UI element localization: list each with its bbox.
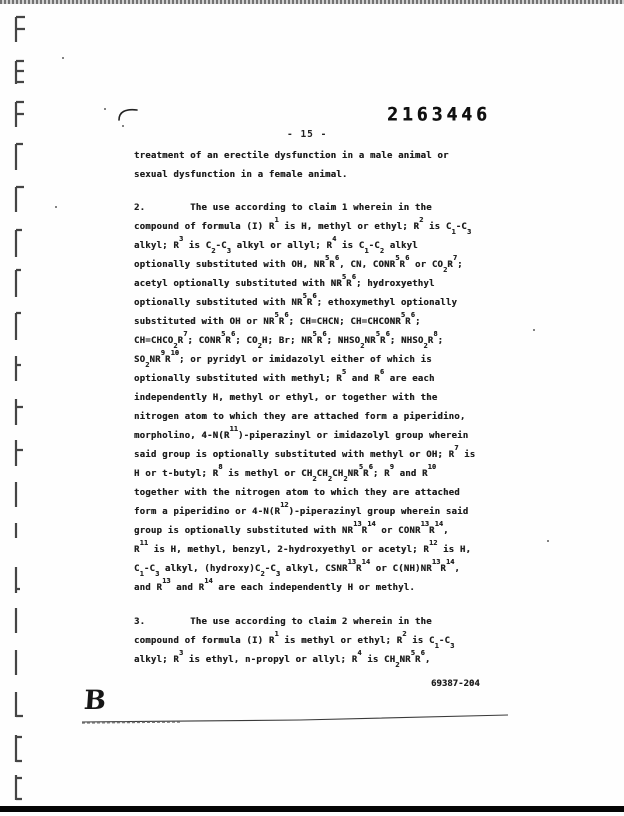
scan-speck [547,540,549,542]
superscript: 5 [375,329,380,338]
subscript: 1 [139,570,144,579]
binding-mark-artifact [14,774,30,804]
superscript: 6 [351,272,356,281]
text-line: $CH=CHCO_2R^7$; $CONR^5R^6$; $CO_2H$; Br; $NR^5R^6$; $NHSO_2NR^5R^6$; $NHSO_2R^8$; [134,329,444,351]
text-line: alkyl; $R^3$ is ethyl, n-propyl or allyl; $R^4$ is $CH_2NR^5R^6$, [134,648,431,670]
superscript: 11 [139,538,149,547]
binding-mark-artifact [14,734,30,766]
binding-mark-artifact [14,566,30,597]
superscript: 10 [427,462,437,471]
scan-bottom-edge-artifact [0,806,624,812]
superscript: 14 [367,519,376,528]
subscript: 3 [226,247,231,256]
subscript: 3 [466,228,472,237]
binding-mark-artifact [14,522,30,542]
superscript: 1 [274,215,279,224]
superscript: 6 [334,253,340,262]
superscript: 6 [385,329,390,338]
binding-mark-artifact [14,269,30,301]
text-line: optionally substituted with methyl; $R^5$ and $R^6$ are each [134,367,435,384]
paragraph [134,613,454,670]
scan-speck [62,57,64,59]
superscript: 6 [284,310,289,319]
text-line: 3. The use according to claim 2 wherein in the [134,617,432,627]
scan-speck [104,108,106,110]
superscript: 14 [434,519,444,528]
superscript: 11 [229,424,238,433]
superscript: 6 [230,329,236,338]
text-line: form a piperidino or $4-N(R^{12})$-piperazinyl group wherein said [134,500,469,517]
superscript: 3 [178,648,184,657]
text-line: independently H, methyl or ethyl, or together with the [134,393,438,403]
scan-speck [533,329,535,331]
text-line: 2. The use according to claim 1 wherein in the [134,203,432,213]
text-line: $C_1-C_3$ alkyl, $(hydroxy)C_2-C_3$ alkyl, $CSNR^{13}R^{14}$ or $C(NH)NR^{13}R^{14}$, [134,557,460,579]
subscript: 2 [379,247,385,256]
subscript: 2 [395,661,400,670]
subscript: 2 [443,266,448,275]
binding-mark-artifact [14,439,30,470]
text-line: $SO_2NR^9R^{10}$; or pyridyl or imidazolyl either of which is [134,348,432,370]
superscript: 5 [302,291,307,300]
text-line: and $R^{13}$ and $R^{14}$ are each independently H or methyl. [134,576,415,593]
binding-mark-artifact [14,649,30,679]
binding-mark-artifact [14,16,30,46]
text-line: compound of formula (I) $R^1$ is H, methyl or ethyl; $R^2$ is $C_1-C_3$ [134,215,472,237]
subscript: 2 [327,475,333,484]
scan-speck [55,206,57,208]
superscript: 6 [368,462,373,471]
superscript: 13 [420,519,430,528]
superscript: 1 [274,629,279,638]
superscript: 12 [429,538,438,547]
superscript: 14 [445,557,455,566]
subscript: 1 [434,642,439,651]
scan-speck [122,125,124,127]
superscript: 5 [341,367,347,376]
text-line: substituted with OH or $NR^5R^6$; CH=CHCN; $CH=CHCONR^5R^6$; [134,310,421,327]
superscript: 13 [431,557,441,566]
subscript: 2 [360,342,365,351]
superscript: 6 [405,253,410,262]
binding-mark-artifact [14,101,30,131]
subscript: 3 [450,642,455,651]
superscript: 7 [183,329,188,338]
superscript: 10 [170,348,179,357]
superscript: 7 [454,443,459,452]
subscript: 2 [260,570,265,579]
text-line: alkyl; $R^3$ is $C_2-C_3$ alkyl or allyl; $R^4$ is $C_1-C_2$ alkyl [134,234,418,256]
text-line: acetyl optionally substituted with $NR^5R^6$; hydroxyethyl [134,272,435,289]
subscript: 2 [312,475,317,484]
subscript: 3 [275,570,281,579]
superscript: 6 [420,648,425,657]
superscript: 2 [402,629,407,638]
handwritten-letter: B [82,685,108,717]
superscript: 5 [274,310,279,319]
text-line: optionally substituted with OH, $NR^5R^6$, CN, $CONR^5R^6$ or $CO_2R^7$; [134,253,463,275]
superscript: 5 [358,462,364,471]
subscript: 2 [173,342,178,351]
text-line: compound of formula (I) $R^1$ is methyl or ethyl; $R^2$ is $C_1-C_3$ [134,629,455,651]
text-line: group is optionally substituted with $NR^{13}R^{14}$ or $CONR^{13}R^{14}$, [134,519,449,536]
superscript: 6 [379,367,385,376]
superscript: 13 [347,557,356,566]
superscript: 3 [178,234,184,243]
text-line: optionally substituted with $NR^5R^6$; ethoxymethyl optionally [134,291,458,308]
superscript: 5 [221,329,226,338]
superscript: 13 [162,576,171,585]
binding-mark-artifact [14,312,30,344]
superscript: 14 [361,557,371,566]
paragraph [134,147,449,185]
superscript: 5 [400,310,406,319]
superscript: 4 [357,648,362,657]
binding-mark-artifact [14,607,30,637]
text-line: $R^{11}$ is H, methyl, benzyl, 2-hydroxyethyl or acetyl; $R^{12}$ is H, [134,538,472,555]
superscript: 5 [410,648,415,657]
superscript: 12 [280,500,289,509]
text-line: treatment of an erectile dysfunction in a male animal or [134,151,449,161]
handwritten-underline [82,715,508,722]
superscript: 6 [410,310,415,319]
subscript: 2 [211,247,216,256]
binding-mark-artifact [14,143,30,174]
page-number: - 15 - [287,129,328,140]
subscript: 2 [257,342,262,351]
text-line: nitrogen atom to which they are attached form a piperidino, [134,412,466,422]
text-line: morpholino, $4-N(R^{11})$-piperazinyl or imidazolyl group wherein [134,424,469,441]
superscript: 7 [452,253,458,262]
subscript: 2 [423,342,428,351]
binding-mark-artifact [14,355,30,385]
patent-number-stamp: 2163446 [387,103,491,126]
superscript: 6 [312,291,317,300]
superscript: 5 [341,272,347,281]
scan-top-edge-artifact [0,0,624,4]
superscript: 8 [218,462,223,471]
binding-mark-artifact [14,691,30,721]
superscript: 5 [395,253,400,262]
paragraph [134,199,475,598]
subscript: 1 [451,228,456,237]
superscript: 5 [312,329,317,338]
docket-number: 69387-204 [431,679,480,689]
text-line: H or t-butyl; $R^8$ is methyl or $CH_2CH_2CH_2NR^5R^6$; $R^9$ and $R^{10}$ [134,462,437,484]
pen-curve-mark [119,110,137,120]
superscript: 13 [353,519,362,528]
subscript: 2 [343,475,348,484]
handwritten-underline-fade [82,722,180,723]
superscript: 9 [160,348,165,357]
binding-mark-artifact [14,60,30,88]
superscript: 14 [204,576,213,585]
binding-mark-artifact [14,481,30,511]
superscript: 9 [389,462,394,471]
binding-mark-artifact [14,186,30,216]
binding-mark-artifact [14,398,30,429]
subscript: 1 [364,247,369,256]
superscript: 6 [322,329,327,338]
superscript: 5 [325,253,330,262]
superscript: 8 [433,329,438,338]
binding-mark-artifact [14,229,30,261]
subscript: 3 [155,570,160,579]
superscript: 4 [332,234,337,243]
text-line: said group is optionally substituted with methyl or OH; $R^7$ is [134,443,476,460]
text-line: together with the nitrogen atom to which they are attached [134,488,460,498]
superscript: 2 [419,215,424,224]
text-line: sexual dysfunction in a female animal. [134,170,348,180]
subscript: 2 [145,361,150,370]
